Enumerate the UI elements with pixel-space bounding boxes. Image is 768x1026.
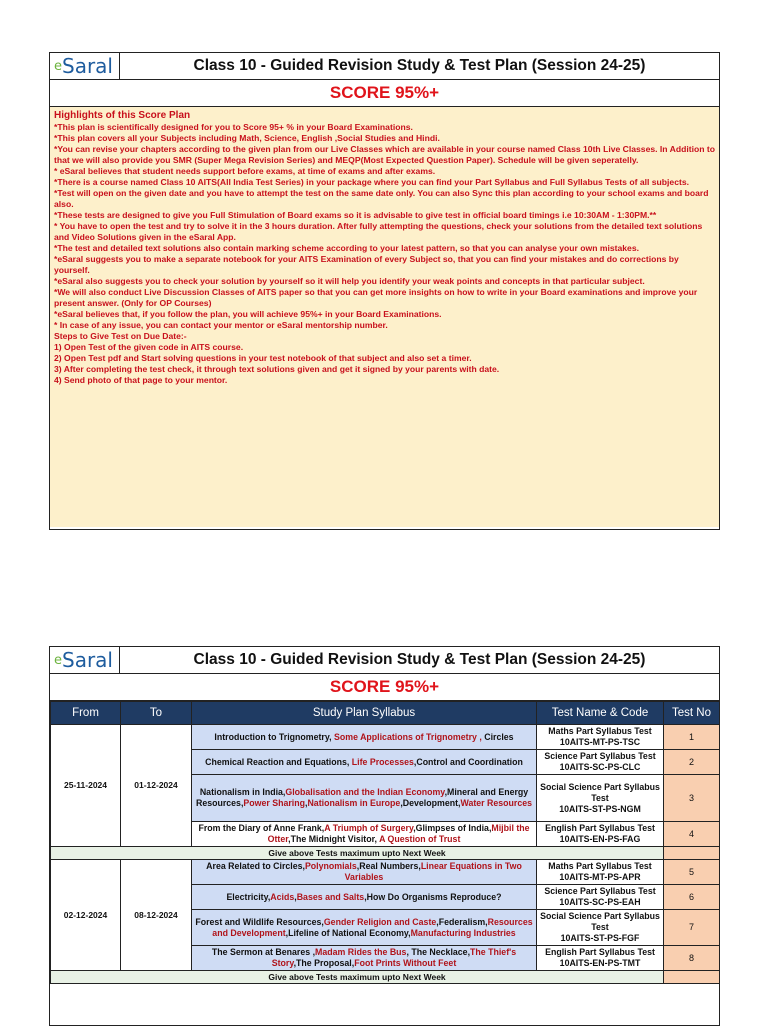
chapter-text: ,How Do Organisms Reproduce? (364, 891, 502, 902)
chapter-text: Introduction to Trignometry, (214, 731, 334, 742)
chapter-highlight: Resources and Development (212, 916, 533, 938)
test-number: 7 (664, 910, 720, 946)
score-banner: SCORE 95%+ (50, 674, 719, 701)
chapter-text: ,Federalism, (436, 916, 488, 927)
test-name: English Part Syllabus Test (545, 947, 655, 957)
week-note: Give above Tests maximum upto Next Week (51, 847, 664, 860)
test-name: Maths Part Syllabus Test (548, 726, 652, 736)
syllabus-cell (192, 822, 537, 847)
highlight-line: *There is a course named Class 10 AITS(All India Test Series) in your package where you can find your Part Syllabus and Full Syllabus Tests of all subjects. (54, 177, 690, 187)
test-number: 3 (664, 775, 720, 822)
chapter-highlight: Manufacturing Industries (410, 927, 516, 938)
highlight-line: 4) Send photo of that page to your mentor. (54, 375, 228, 385)
highlight-line: 1) Open Test of the given code in AITS course. (54, 342, 244, 352)
week-from-date: 25-11-2024 (51, 725, 121, 847)
chapter-highlight: A Question of Trust (379, 834, 461, 844)
note-number-cell (664, 847, 720, 860)
note-number-cell (664, 971, 720, 984)
chapter-highlight: Some Applications of Trignometry , (334, 731, 482, 742)
test-name: Science Part Syllabus Test (544, 751, 656, 761)
highlight-line: * In case of any issue, you can contact your mentor or eSaral mentorship number. (54, 320, 388, 330)
highlight-line: *Test will open on the given date and you have to attempt the test on the same date only. You can also Sync this plan according to your school exams and board also. (54, 188, 709, 209)
chapter-text: The Sermon at Benares , (211, 947, 316, 957)
highlight-line: *You can revise your chapters according to the given plan from our Live Classes which are available in your course named Class 10th Live Classes. In Addition to that we will also provide you SMR (Super Mega Revision Series) and MEQP(Most Expected Question Paper). Schedule will be given seperatelly. (54, 144, 715, 165)
test-number: 1 (664, 725, 720, 750)
test-code: 10AITS-SC-PS-EAH (559, 897, 641, 907)
highlight-line: *eSaral believes that, if you follow the plan, you will achieve 95%+ in your Board Examinations. (54, 309, 442, 319)
chapter-text: Area Related to Circles, (206, 861, 305, 871)
page-title: Class 10 - Guided Revision Study & Test Plan (Session 24-25) (193, 57, 646, 74)
chapter-highlight: Acids (270, 891, 295, 902)
week-to-date: 08-12-2024 (121, 860, 192, 971)
test-cell (537, 775, 664, 822)
test-code: 10AITS-MT-PS-TSC (559, 737, 641, 747)
test-name: Maths Part Syllabus Test (548, 861, 652, 871)
chapter-highlight: Madam Rides the Bus (315, 947, 407, 957)
table-row (51, 725, 720, 750)
week-note: Give above Tests maximum upto Next Week (51, 971, 664, 984)
test-cell (537, 750, 664, 775)
highlight-line: Steps to Give Test on Due Date:- (54, 331, 187, 341)
chapter-text: , (294, 891, 297, 902)
test-cell (537, 822, 664, 847)
chapter-text: Circles (481, 731, 514, 742)
highlight-line: *eSaral suggests you to make a separate notebook for your AITS Examination of every Subject so, that you can find your mistakes and do corrections by yourself. (54, 254, 679, 275)
syllabus-cell (192, 860, 537, 885)
highlight-line: * You have to open the test and try to solve it in the 3 hours duration. After fully attempting the questions, check your solutions from the detailed text solutions and Video Solutions given in the eSaral App. (54, 221, 703, 242)
test-code: 10AITS-ST-PS-FGF (560, 933, 640, 943)
highlight-line: *This plan is scientifically designed for you to Score 95+ % in your Board Examinations. (54, 122, 413, 132)
highlight-line: *These tests are designed to give you Full Stimulation of Board exams so it is advisable to give test in official board timings i.e 10:30AM - 1:30PM.** (54, 210, 657, 220)
col-test: Test Name & Code (537, 702, 664, 725)
chapter-highlight: Foot Prints Without Feet (354, 958, 457, 968)
highlights-title: Highlights of this Score Plan (54, 110, 191, 121)
score-banner: SCORE 95%+ (50, 80, 719, 107)
chapter-highlight: Globalisation and the Indian Economy (285, 787, 445, 797)
test-number: 5 (664, 860, 720, 885)
chapter-text: ,The Proposal, (293, 958, 355, 968)
test-number: 6 (664, 885, 720, 910)
test-number: 8 (664, 946, 720, 971)
syllabus-cell (192, 775, 537, 822)
chapter-text: Forest and Wildlife Resources, (195, 916, 324, 927)
week-to-date: 01-12-2024 (121, 725, 192, 847)
week-from-date: 02-12-2024 (51, 860, 121, 971)
saral-logo: eSaral (50, 53, 120, 79)
chapter-text: ,Glimpses of India, (413, 823, 492, 833)
highlight-line: *This plan covers all your Subjects including Math, Science, English ,Social Studies and Hindi. (54, 133, 440, 143)
chapter-text: ,Mineral and Energy Resources, (195, 787, 529, 808)
col-from: From (51, 702, 121, 725)
test-code: 10AITS-SC-PS-CLC (559, 762, 641, 772)
week-note-row (51, 847, 720, 860)
chapter-highlight: Linear Equations in Two Variables (344, 861, 522, 882)
chapter-text: ,Real Numbers, (356, 861, 421, 871)
chapter-text: , The Necklace, (406, 947, 471, 957)
highlights-panel (50, 107, 719, 527)
syllabus-cell (192, 725, 537, 750)
chapter-text: Chemical Reaction and Equations, (205, 756, 352, 767)
test-code: 10AITS-MT-PS-APR (559, 872, 641, 882)
chapter-text: Nationalism in India, (199, 787, 286, 797)
chapter-highlight: Water Resources (460, 798, 533, 808)
highlight-line: *eSaral also suggests you to check your solution by yourself so it will help you identify your weak points and concepts in that particular subject. (54, 276, 645, 286)
card-header (50, 647, 719, 674)
col-syllabus: Study Plan Syllabus (192, 702, 537, 725)
test-number: 4 (664, 822, 720, 847)
chapter-highlight: Bases and Salts (296, 891, 365, 902)
syllabus-cell (192, 885, 537, 910)
chapter-highlight: Power Sharing (243, 798, 305, 808)
highlight-line: * eSaral believes that student needs support before exams, at time of exams and after exams. (54, 166, 436, 176)
test-number: 2 (664, 750, 720, 775)
table-row (51, 860, 720, 885)
chapter-text: Electricity, (226, 891, 271, 902)
highlight-line: 2) Open Test pdf and Start solving questions in your test notebook of that subject and also set a timer. (54, 353, 472, 363)
chapter-text: ,The Midnight Visitor, (288, 834, 380, 844)
test-name: Social Science Part Syllabus Test (540, 781, 660, 803)
highlights-list (54, 122, 715, 386)
plan-table-body (51, 725, 720, 984)
col-to: To (121, 702, 192, 725)
card-header (50, 53, 719, 80)
test-cell (537, 725, 664, 750)
chapter-highlight: Gender Religion and Caste (323, 916, 437, 927)
plan-table (50, 701, 720, 984)
chapter-text: ,Lifeline of National Economy, (285, 927, 411, 938)
week-note-row (51, 971, 720, 984)
chapter-highlight: A Triumph of Surgery (324, 823, 414, 833)
test-cell (537, 885, 664, 910)
test-name: Science Part Syllabus Test (544, 886, 656, 896)
test-cell (537, 946, 664, 971)
chapter-highlight: Life Processes (351, 756, 414, 767)
saral-logo: eSaral (50, 647, 120, 673)
chapter-text: ,Control and Coordination (413, 756, 523, 767)
highlights-card (49, 52, 720, 530)
test-cell (537, 860, 664, 885)
col-test-no: Test No (664, 702, 720, 725)
test-code: 10AITS-EN-PS-TMT (559, 958, 641, 968)
test-name: Social Science Part Syllabus Test (540, 911, 660, 932)
page-title: Class 10 - Guided Revision Study & Test Plan (Session 24-25) (193, 651, 646, 668)
test-name: English Part Syllabus Test (545, 823, 655, 833)
chapter-highlight: Nationalism in Europe (307, 798, 401, 808)
syllabus-cell (192, 750, 537, 775)
test-code: 10AITS-EN-PS-FAG (559, 834, 641, 844)
chapter-highlight: Mijbil the Otter (267, 823, 530, 844)
chapter-text: ,Development, (400, 798, 461, 808)
table-header-row (51, 702, 720, 725)
test-code: 10AITS-ST-PS-NGM (559, 803, 641, 814)
chapter-highlight: The Thief's Story (271, 947, 517, 968)
test-cell (537, 910, 664, 946)
chapter-text: From the Diary of Anne Frank, (198, 823, 325, 833)
highlight-line: *We will also conduct Live Discussion Classes of AITS paper so that you can get more insights on how to write in your Board examinations and improve your present answer. (Only for OP Courses) (54, 287, 698, 308)
highlight-line: 3) After completing the test check, it through text solutions given and get it signed by your parents with date. (54, 364, 500, 374)
plan-card (49, 646, 720, 1026)
syllabus-cell (192, 910, 537, 946)
chapter-highlight: Polynomials (304, 861, 357, 871)
highlight-line: *The test and detailed text solutions also contain marking scheme according to your latest pattern, so that you can analyse your own mistakes. (54, 243, 640, 253)
chapter-text: , (305, 798, 308, 808)
syllabus-cell (192, 946, 537, 971)
